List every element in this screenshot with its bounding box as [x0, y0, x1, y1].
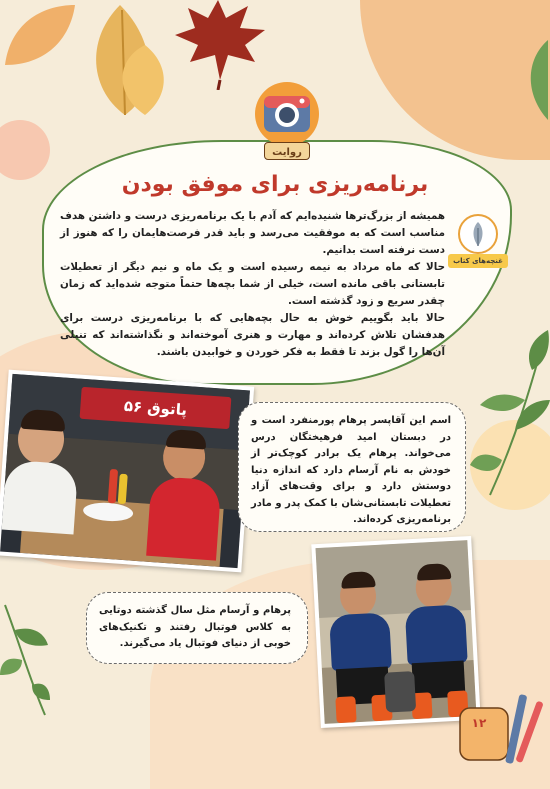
- caption-text: پرهام و آرسام مثل سال گذشته دوتایی به کلاس فوتبال رفتند و تکنیک‌های خوبی از دنیای فوتبال یاد می‌گیرند.: [99, 605, 291, 649]
- intro-paragraph: همیشه از بزرگ‌ترها شنیده‌ایم که آدم با یک برنامه‌ریزی درست و داشتن هدف مناسب است که به موفقیت می‌رسد و باید قدر فرصت‌هایمان را که هنوز از دست نرفته است بدانیم.: [60, 210, 445, 256]
- caption-box: [86, 592, 308, 664]
- book-bud-icon: [460, 216, 496, 252]
- caption-box: [238, 402, 466, 532]
- photo-boys-at-table: [0, 370, 254, 573]
- author-badge-label: غنچه‌های کتاب: [448, 254, 508, 268]
- leaf-icon: [110, 40, 180, 120]
- section-badge: [252, 82, 322, 160]
- author-avatar: [458, 214, 498, 254]
- intro-paragraph: حالا باید بگوییم خوش به حال بچه‌هایی که با برنامه‌ریزی درست برای هدفشان تلاش کرده‌اند و مهارت و هنری آموخته‌اند و نگذاشته‌اند که تنبلی آن‌ها را گول بزند تا فقط به فکر خوردن و خوابیدن باشند.: [60, 312, 445, 358]
- page-number: ۱۲: [471, 716, 487, 730]
- intro-paragraph: حالا که ماه مرداد به نیمه رسیده است و یک ماه و نیم دیگر از تعطیلات تابستانی باقی مانده است، خیلی از شما بچه‌ها حتماً متوجه شده‌اید که زمان چقدر سریع و زود گذشته است.: [60, 261, 445, 307]
- leaf-branch-icon: [470, 330, 550, 500]
- leaf-branch-icon: [0, 600, 50, 720]
- badge-label: روایت: [272, 147, 302, 158]
- caption-text: اسم این آقاپسر پرهام پورمنفرد است و در دبستان امید فرهیختگان درس می‌خواند. پرهام یک برادر کوچک‌تر از خودش به نام آرسام دارد که اندازه دنیا دوستش دارد و برای وقت‌های آزاد تعطیلات تابستانی‌شان با کمک پدر و مادر برنامه‌ریزی کرده‌اند.: [251, 415, 451, 525]
- leaf-icon: [520, 40, 550, 120]
- camera-icon: [252, 82, 322, 146]
- photo-image: [0, 374, 250, 568]
- page-title: برنامه‌ریزی برای موفق بودن: [121, 172, 429, 197]
- intro-text: [60, 208, 445, 361]
- decorative-circle: [0, 120, 50, 180]
- leaf-icon: [0, 0, 80, 70]
- stationery-icon: [452, 690, 550, 789]
- shop-sign: پاتوق ۵۶: [123, 396, 188, 420]
